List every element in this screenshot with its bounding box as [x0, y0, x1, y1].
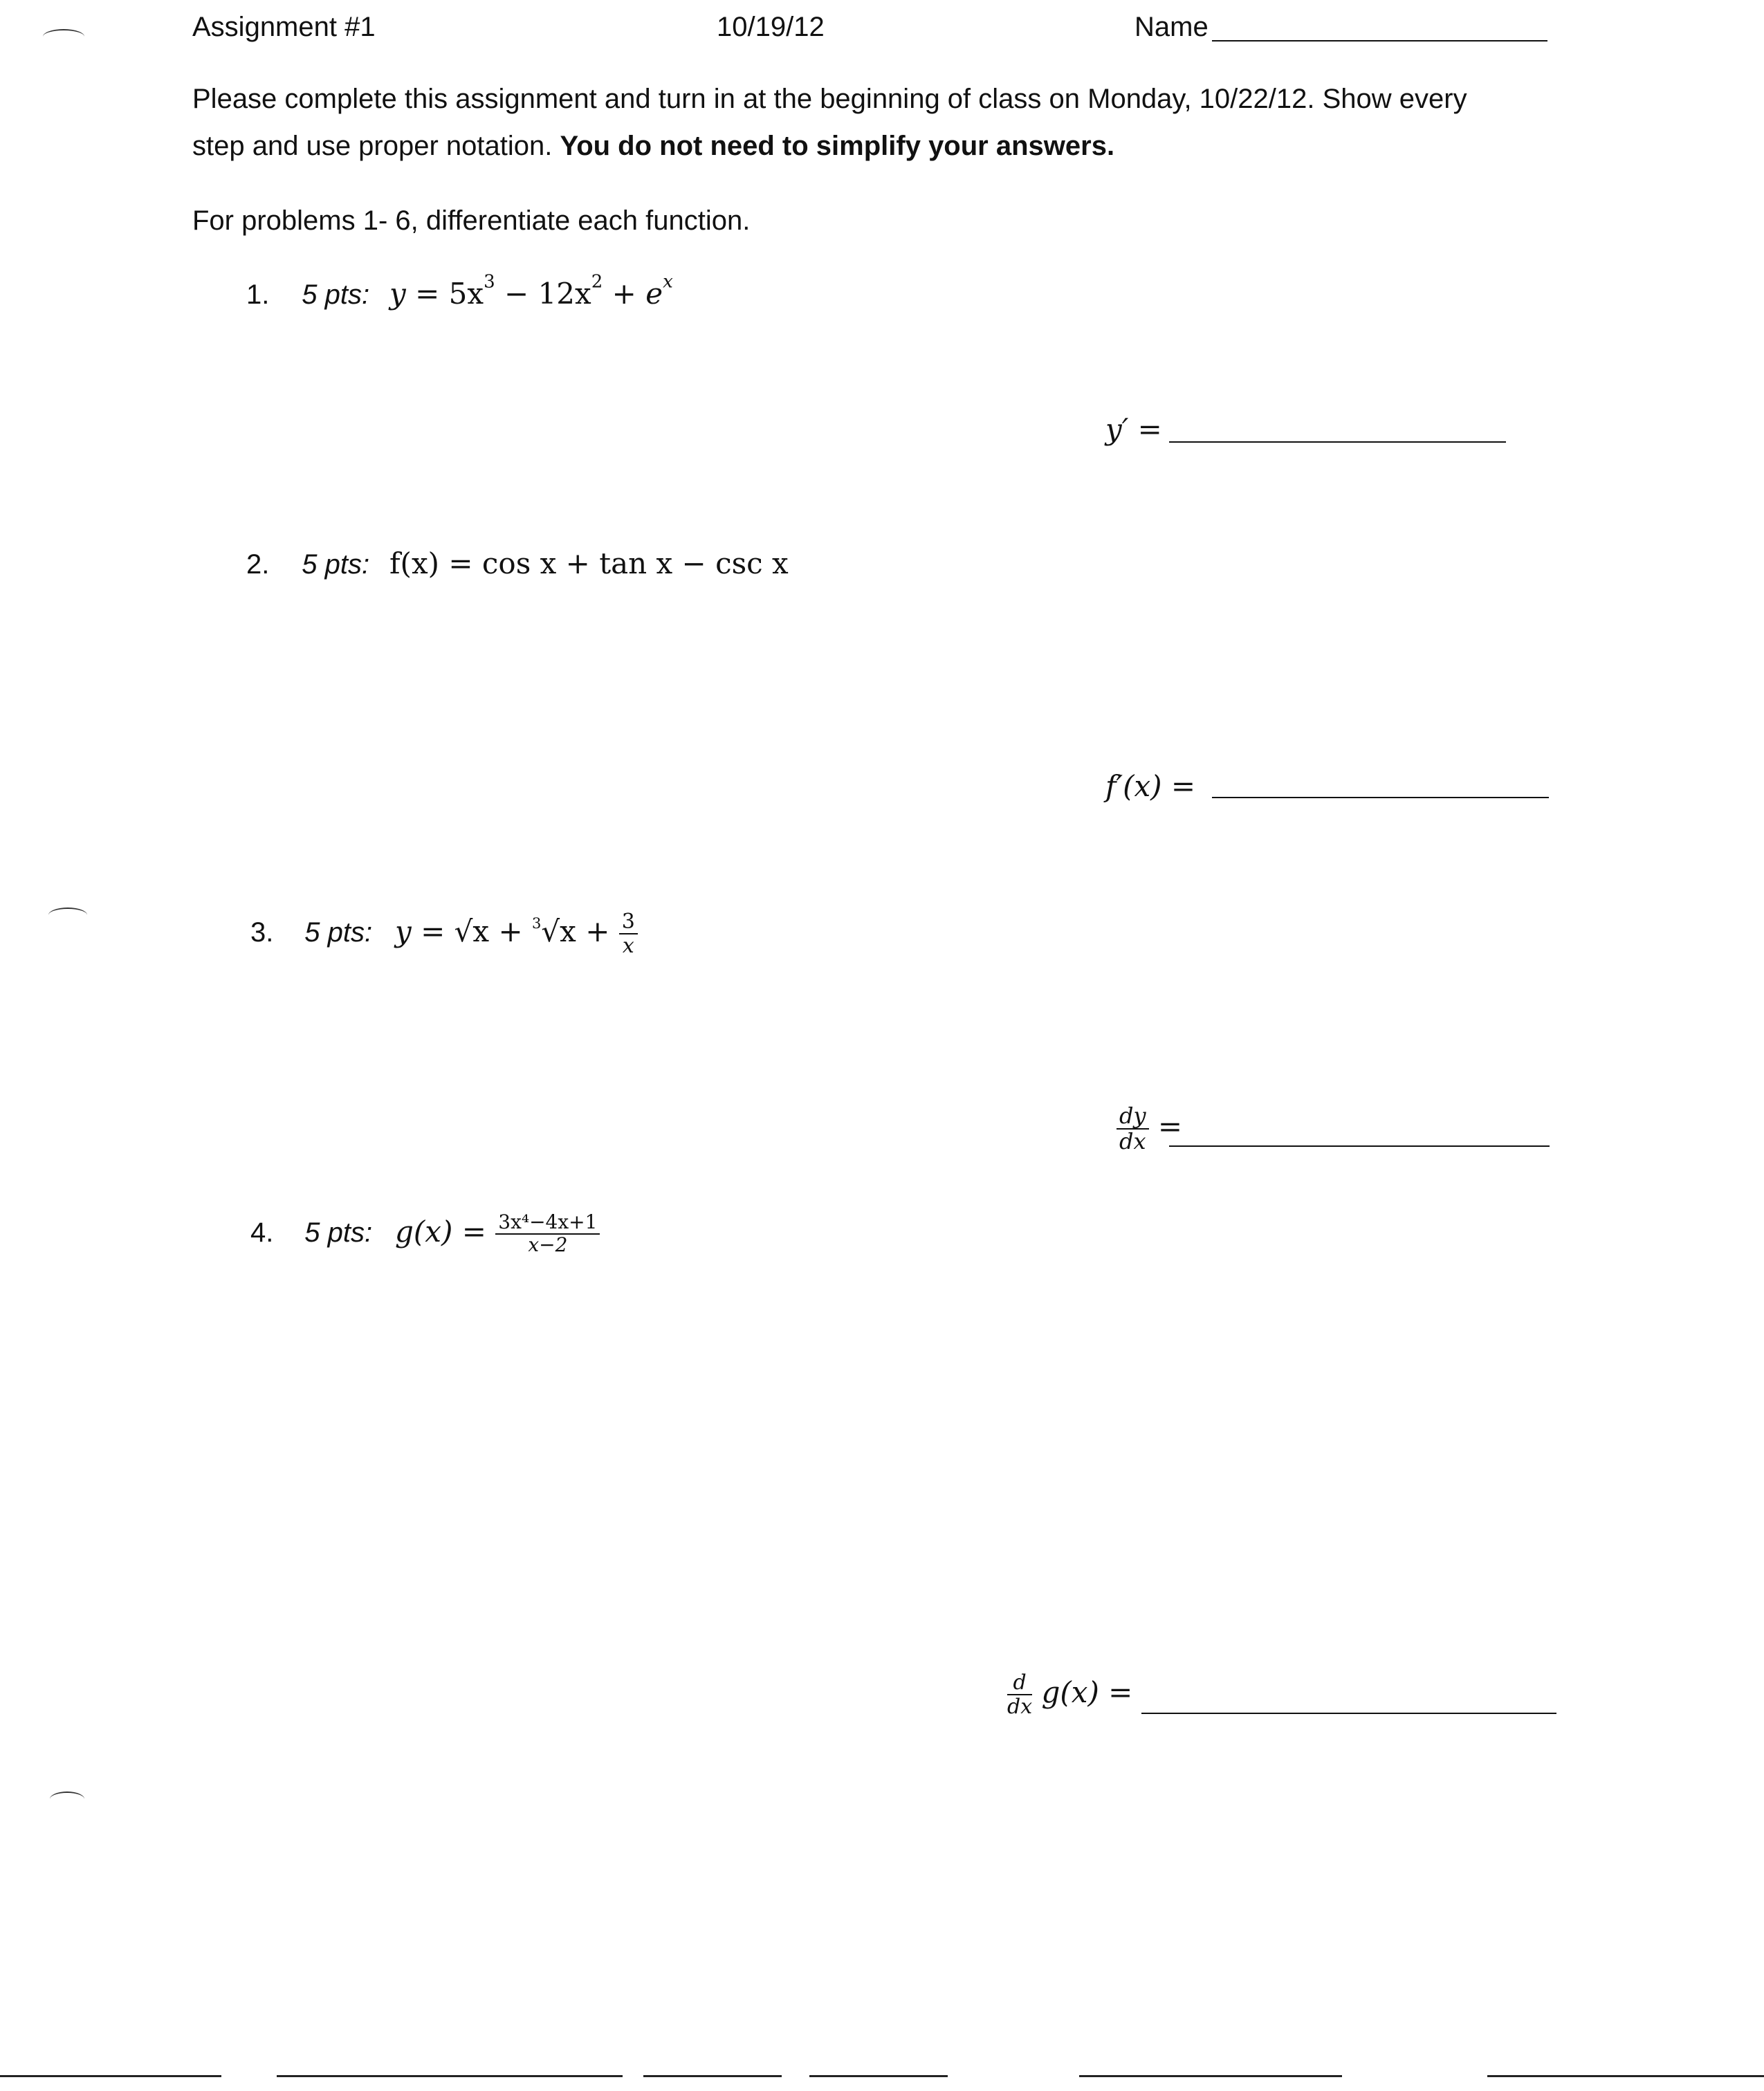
- answer-label-3: $\frac{dy}{dx}$ =: [1117, 1104, 1182, 1154]
- answer-label-4: $\frac{d}{dx}$ g(x) =: [1007, 1670, 1133, 1719]
- problem-number: 3.: [250, 917, 274, 948]
- problem-3: [250, 910, 638, 957]
- answer-field-1[interactable]: [1169, 441, 1506, 443]
- bottom-edge-line: [0, 2075, 221, 2077]
- instructions-plain: step and use proper notation.: [192, 131, 560, 161]
- bottom-edge-line: [809, 2075, 948, 2077]
- margin-mark: [50, 1791, 84, 1807]
- instructions-line-2: [192, 129, 1114, 163]
- assignment-title: Assignment #1: [192, 12, 376, 42]
- problem-4: [250, 1212, 600, 1256]
- instructions-line-1: Please complete this assignment and turn in at the beginning of class on Monday, 10/22/12. Show every: [192, 84, 1467, 114]
- problem-points: 5 pts:: [304, 1217, 373, 1248]
- name-label: Name: [1134, 12, 1209, 42]
- instructions-bold: You do not need to simplify your answers.: [560, 131, 1115, 161]
- section-intro: For problems 1- 6, differentiate each function.: [192, 205, 751, 236]
- problem-points: 5 pts:: [302, 549, 370, 580]
- bottom-edge-line: [1079, 2075, 1342, 2077]
- margin-mark: [43, 29, 84, 44]
- bottom-edge-line: [277, 2075, 623, 2077]
- problem-number: 1.: [246, 279, 270, 310]
- bottom-edge-line: [643, 2075, 782, 2077]
- margin-mark: [48, 908, 87, 923]
- assignment-date: 10/19/12: [717, 12, 825, 42]
- name-field[interactable]: [1212, 40, 1547, 42]
- problem-expression: $y = 5x^3 - 12x^2 + e^x$: [389, 271, 673, 311]
- answer-field-4[interactable]: [1141, 1713, 1556, 1714]
- problem-points: 5 pts:: [302, 279, 370, 310]
- problem-expression: g(x) = $\frac{\text{3x⁴−4x+1}}{x-2}$: [395, 1215, 600, 1249]
- answer-field-3[interactable]: [1169, 1145, 1550, 1147]
- problem-points: 5 pts:: [304, 917, 373, 948]
- answer-label-1: y′ =: [1105, 412, 1162, 446]
- bottom-edge-line: [1487, 2075, 1764, 2077]
- problem-expression: f(x) = cos x + tan x − csc x: [389, 546, 789, 580]
- problem-number: 4.: [250, 1217, 274, 1248]
- problem-expression: y = √x + $^3$√x + $\frac{3}{x}$: [395, 914, 638, 948]
- problem-number: 2.: [246, 549, 270, 580]
- problem-1: [246, 271, 673, 311]
- problem-2: [246, 546, 789, 580]
- answer-field-2[interactable]: [1212, 797, 1549, 798]
- answer-label-2: f′(x) =: [1105, 769, 1196, 803]
